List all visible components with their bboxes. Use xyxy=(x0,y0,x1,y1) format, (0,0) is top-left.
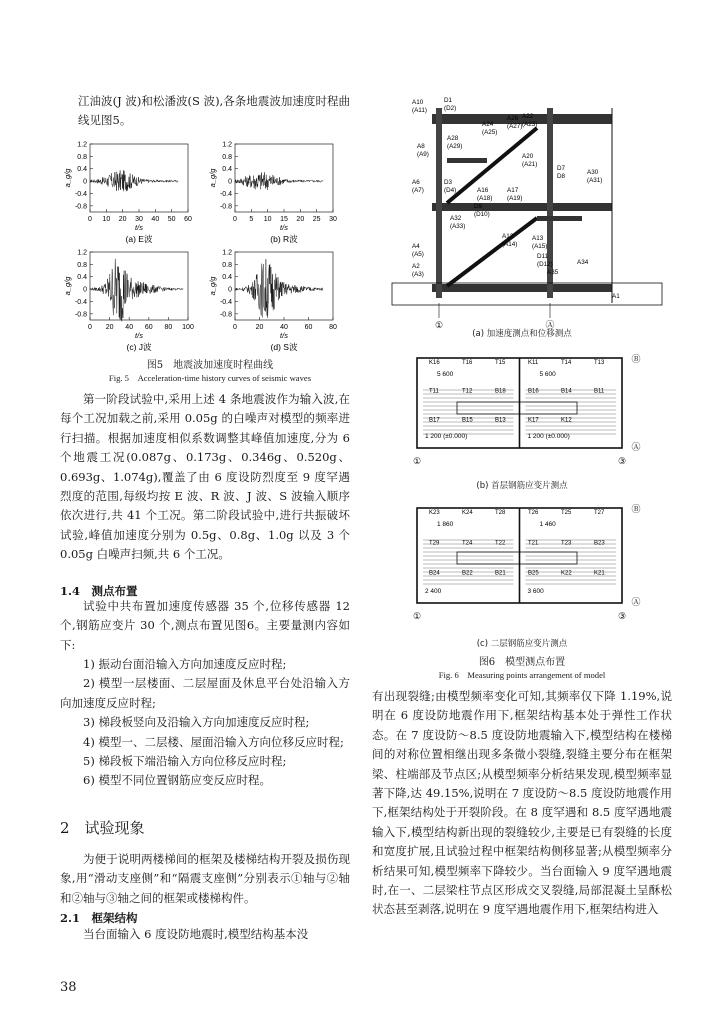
section-1-4-title: 1.4 测点布置 xyxy=(60,584,138,598)
measure-point-label: (A3) xyxy=(412,271,424,278)
strain-gauge-label: B17 xyxy=(429,417,440,424)
y-tick-label: 0.4 xyxy=(222,166,232,174)
x-tick-label: 5 xyxy=(249,216,254,223)
measure-point-label: (D12) xyxy=(537,261,553,268)
measure-point-label: D3 xyxy=(444,179,453,186)
fig6c-plan xyxy=(372,496,672,634)
measure-point-label: A30 xyxy=(587,169,599,176)
x-tick-label: 0 xyxy=(233,324,237,331)
dimension-label: 1 860 xyxy=(437,521,454,528)
fig5-panel xyxy=(208,142,337,233)
list-item: 1) 振动台面沿输入方向加速度反应时程; xyxy=(83,657,287,671)
axis-marker: Ⓐ xyxy=(545,320,555,330)
fig5-panel-label: (a) E波 xyxy=(125,234,153,244)
left-column xyxy=(436,108,442,298)
y-axis-label: a_g/g xyxy=(208,168,217,188)
fig6b-plan xyxy=(372,346,672,476)
page-number: 38 xyxy=(60,980,77,995)
measure-point-label: A22 xyxy=(522,113,534,120)
strain-gauge-label: T15 xyxy=(495,360,506,366)
x-tick-label: 20 xyxy=(296,216,305,223)
dimension-label: 2 400 xyxy=(425,588,442,595)
fig5-panel-label: (b) R波 xyxy=(270,234,298,244)
x-axis-label: t/s xyxy=(135,331,143,340)
fig6b-caption: (b) 首层钢筋应变片测点 xyxy=(476,481,568,491)
measure-point-label: (A33) xyxy=(450,223,466,230)
figure-5 xyxy=(60,134,360,394)
list-item: 3) 梯段板竖向及沿输入方向加速度反应时程; xyxy=(83,715,310,730)
x-tick-label: 10 xyxy=(102,216,111,223)
strain-gauge-label: T24 xyxy=(462,540,473,547)
x-tick-label: 0 xyxy=(88,324,92,331)
strain-gauge-label: K21 xyxy=(594,570,605,577)
measure-point-label: A2 xyxy=(412,263,420,270)
y-tick-label: 1.2 xyxy=(222,249,232,257)
strain-gauge-label: T22 xyxy=(495,540,506,547)
measure-point-label: D1 xyxy=(444,97,453,104)
measure-point-label: A17 xyxy=(507,187,519,194)
measure-point-label: D8 xyxy=(557,173,566,180)
strain-gauge-label: T16 xyxy=(462,360,473,366)
y-tick-label: 1.2 xyxy=(77,141,87,149)
y-axis-label: a_g/g xyxy=(63,168,72,188)
plot-frame xyxy=(90,144,188,212)
measure-point-label: A12 xyxy=(502,233,514,240)
dimension-label: 1 200 (±0.000) xyxy=(527,433,570,440)
acceleration-trace xyxy=(235,259,323,318)
figure-6 xyxy=(372,88,672,688)
x-tick-label: 0 xyxy=(233,216,237,223)
measure-point-label: (A14) xyxy=(502,241,518,248)
floor-slab xyxy=(432,203,612,211)
y-tick-label: 0.8 xyxy=(222,261,232,269)
x-tick-label: 50 xyxy=(167,216,176,223)
axis-marker: ① xyxy=(434,320,444,330)
x-tick-label: 40 xyxy=(125,324,134,331)
strain-gauge-label: T12 xyxy=(462,388,473,395)
section-2-text: 为便于说明两楼梯间的框架及楼梯结构开裂及损伤现象,用“滑动支座侧”和“隔震支座侧”分别表示①轴与②轴和②轴与③轴之间的框架或楼梯构件。 xyxy=(60,852,350,905)
measure-point-label: A1 xyxy=(612,293,620,300)
strain-gauge-label: K22 xyxy=(561,570,572,577)
axis-marker: Ⓐ xyxy=(631,442,641,452)
measure-point-label: A6 xyxy=(412,179,420,186)
measure-point-label: (A15) xyxy=(532,243,548,250)
list-item: 5) 梯段板下端沿输入方向位移反应时程; xyxy=(83,754,287,769)
right-paragraph: 有出现裂缝;由模型频率变化可知,其频率仅下降 1.19%,说明在 6 度设防地震作用下,框架结构基本处于弹性工作状态。在 7 度设防～8.5 度设防地震输入下,模型结构在楼梯间的对称位置相继出现多条微小裂缝,裂缝主要分布在框架梁、柱端部及节点区;从模型频率分析结果发现,模型频率显著下降,达 49.15%,说明在 7 度设防～8.5 度设防地震作用下,框架结构处于开裂阶段。在 8 度罕遇和 8.5 度罕遇地震输入下,模型结构新出现的裂缝较少,主要是已有裂缝的长度和宽度扩展,且试验过程中框架结构侧移显著;从模型频率分析结果可知,模型频率下降较少。当台面输入 9 度罕遇地震时,在一、二层梁柱节点区形成交叉裂缝,局部混凝土呈酥松状态甚至剥落,说明在 9 度罕遇地震作用下,框架结构进入 xyxy=(372,689,672,917)
strain-gauge-label: K24 xyxy=(462,510,473,516)
measure-point-label: A35 xyxy=(547,269,559,276)
strain-gauge-label: T29 xyxy=(429,540,440,547)
dimension-label: 1 200 (±0.000) xyxy=(425,433,468,440)
y-tick-label: 1.2 xyxy=(77,249,87,257)
strain-gauge-label: B22 xyxy=(462,570,473,577)
y-tick-label: -0.8 xyxy=(219,203,232,211)
y-tick-label: -0.4 xyxy=(74,190,87,198)
axis-marker: Ⓑ xyxy=(631,504,641,514)
strain-gauge-label: B21 xyxy=(495,570,506,577)
x-tick-label: 20 xyxy=(255,324,264,331)
measure-point-label: A24 xyxy=(482,121,494,128)
y-tick-label: 0.8 xyxy=(77,153,87,161)
measure-point-label: (A11) xyxy=(412,107,427,114)
y-tick-label: 0 xyxy=(83,178,87,186)
measure-point-label: (A18) xyxy=(477,195,493,202)
x-tick-label: 60 xyxy=(304,324,313,331)
measure-point-label: A10 xyxy=(412,99,424,106)
y-tick-label: 0 xyxy=(83,286,87,294)
acceleration-trace xyxy=(90,259,183,322)
fig6-caption-cn: 图6 模型测点布置 xyxy=(478,657,566,668)
measure-point-label: (A19) xyxy=(507,195,523,202)
x-tick-label: 0 xyxy=(88,216,92,223)
x-tick-label: 100 xyxy=(182,324,194,331)
y-tick-label: 0.4 xyxy=(77,166,87,174)
dimension-label: 5 600 xyxy=(437,371,454,378)
measure-point-label: (A7) xyxy=(412,187,424,194)
strain-gauge-label: K23 xyxy=(429,510,440,516)
x-tick-label: 80 xyxy=(329,324,337,331)
measure-point-label: (A31) xyxy=(587,177,603,184)
fig5-caption-cn: 图5 地震波加速度时程曲线 xyxy=(146,360,274,371)
acceleration-trace xyxy=(235,172,323,190)
dimension-label: 1 460 xyxy=(539,521,556,528)
measure-point-label: (D10) xyxy=(474,211,490,218)
x-tick-label: 30 xyxy=(329,216,337,223)
y-tick-label: 0 xyxy=(228,178,232,186)
strain-gauge-label: K16 xyxy=(429,360,440,366)
strain-gauge-label: T28 xyxy=(495,510,506,516)
x-tick-label: 40 xyxy=(280,324,288,331)
measure-point-label: (A9) xyxy=(417,151,429,158)
measure-point-label: A8 xyxy=(417,143,425,150)
measure-point-label: A13 xyxy=(532,235,544,242)
measure-point-label: A32 xyxy=(450,215,462,222)
x-tick-label: 20 xyxy=(105,324,114,331)
fig6a-elevation xyxy=(372,88,672,338)
x-tick-label: 30 xyxy=(135,216,143,223)
y-tick-label: 0.4 xyxy=(222,274,232,282)
measure-point-label: A20 xyxy=(522,153,534,160)
measure-point-label: (A25) xyxy=(482,129,498,136)
intro-text: 江油波(J 波)和松潘波(S 波),各条地震波加速度时程曲线见图5。 xyxy=(78,94,350,128)
measure-point-label: A16 xyxy=(477,187,489,194)
strain-gauge-label: B13 xyxy=(495,417,506,424)
strain-gauge-label: T23 xyxy=(561,540,572,547)
strain-gauge-label: K17 xyxy=(528,417,539,424)
strain-gauge-label: T26 xyxy=(528,510,539,516)
measure-point-label: A4 xyxy=(412,243,420,250)
y-tick-label: -0.8 xyxy=(219,311,232,319)
strain-gauge-label: K11 xyxy=(528,360,539,366)
measure-point-label: (D4) xyxy=(444,187,457,194)
x-tick-label: 80 xyxy=(164,324,173,331)
strain-gauge-label: B18 xyxy=(495,388,506,395)
y-axis-label: a_g/g xyxy=(63,276,72,296)
dimension-label: 5 600 xyxy=(539,371,556,378)
fig5-panel xyxy=(63,250,194,341)
y-tick-label: -0.4 xyxy=(219,190,232,198)
section-2-title: 2 试验现象 xyxy=(60,819,145,837)
x-tick-label: 60 xyxy=(184,216,192,223)
measure-point-label: A34 xyxy=(577,259,589,266)
fig6a-caption: (a) 加速度测点和位移测点 xyxy=(472,329,572,339)
measure-point-label: D7 xyxy=(557,165,566,172)
strain-gauge-label: K12 xyxy=(561,417,572,424)
ground-beam xyxy=(432,284,612,292)
measure-point-label: A26 xyxy=(507,115,519,122)
strain-gauge-label: T25 xyxy=(561,510,572,516)
fig5-panel xyxy=(63,142,192,233)
axis-marker: ① xyxy=(412,611,422,621)
y-tick-label: 0.8 xyxy=(77,261,87,269)
x-tick-label: 25 xyxy=(312,216,321,223)
fig6-caption-en: Fig. 6 Measuring points arrangement of model xyxy=(438,670,606,680)
strain-gauge-label: B25 xyxy=(528,570,539,577)
axis-marker: ③ xyxy=(617,456,627,466)
section-2-1-title: 2.1 框架结构 xyxy=(60,911,138,925)
list-item: 4) 模型一、二层楼、屋面沿输入方向位移反应时程; xyxy=(83,734,344,749)
y-axis-label: a_g/g xyxy=(208,276,217,296)
acceleration-trace xyxy=(90,170,178,191)
fig5-panel-label: (d) S波 xyxy=(270,342,298,352)
strain-gauge-label: T14 xyxy=(561,360,572,366)
section-1-4-text: 试验中共布置加速度传感器 35 个,位移传感器 12 个,钢筋应变片 30 个,测点布置见图6。主要量测内容如下: xyxy=(60,599,350,652)
x-axis-label: t/s xyxy=(280,223,288,232)
axis-marker: ① xyxy=(412,456,422,466)
axis-marker: Ⓑ xyxy=(631,354,641,364)
landing xyxy=(447,158,487,163)
measure-point-label: (D2) xyxy=(444,105,457,112)
y-tick-label: -0.4 xyxy=(219,298,232,306)
y-tick-label: 0.8 xyxy=(222,153,232,161)
section-2-1-text: 当台面输入 6 度设防地震时,模型结构基本没 xyxy=(83,927,309,941)
measure-point-label: (A27) xyxy=(507,123,523,130)
beam-band xyxy=(457,552,577,564)
y-tick-label: -0.8 xyxy=(74,203,87,211)
x-tick-label: 40 xyxy=(151,216,160,223)
measure-point-label: D9 xyxy=(474,203,483,210)
list-item: 2) 模型一层楼面、二层屋面及休息平台处沿输入方向加速度反应时程; xyxy=(60,676,350,710)
strain-gauge-label: B16 xyxy=(528,388,539,395)
fig5-charts xyxy=(60,134,360,354)
strain-gauge-label: B24 xyxy=(429,570,440,577)
fig5-panel-label: (c) J波 xyxy=(126,342,152,352)
landing xyxy=(537,216,582,221)
strain-gauge-label: B14 xyxy=(561,388,572,395)
strain-gauge-label: T13 xyxy=(594,360,605,366)
measure-point-label: A28 xyxy=(447,135,459,142)
measure-point-label: (A5) xyxy=(412,251,424,258)
strain-gauge-label: T11 xyxy=(429,388,439,395)
fig6c-caption: (c) 二层钢筋应变片测点 xyxy=(476,639,568,649)
x-tick-label: 15 xyxy=(280,216,288,223)
x-axis-label: t/s xyxy=(280,331,288,340)
list-item: 6) 模型不同位置钢筋应变反应时程。 xyxy=(83,773,271,788)
axis-marker: ③ xyxy=(617,611,627,621)
measure-point-label: (A21) xyxy=(522,161,538,168)
strain-gauge-label: B11 xyxy=(594,388,605,395)
fig5-caption-en: Fig. 5 Acceleration-time history curves of seismic waves xyxy=(108,373,312,383)
dimension-label: 3 600 xyxy=(527,588,544,595)
y-tick-label: -0.4 xyxy=(74,298,87,306)
measure-list xyxy=(60,655,350,791)
strain-gauge-label: B15 xyxy=(462,417,473,424)
strain-gauge-label: T21 xyxy=(528,540,539,547)
y-tick-label: 1.2 xyxy=(222,141,232,149)
measure-point-label: D11 xyxy=(537,253,549,260)
fig5-panel xyxy=(208,250,337,341)
beam-band xyxy=(457,402,577,414)
measure-point-label: (A23) xyxy=(522,121,538,128)
y-tick-label: 0 xyxy=(228,286,232,294)
measure-point-label: (A29) xyxy=(447,143,463,150)
x-axis-label: t/s xyxy=(135,223,143,232)
x-tick-label: 60 xyxy=(144,324,153,331)
strain-gauge-label: B23 xyxy=(594,540,605,547)
y-tick-label: -0.8 xyxy=(74,311,87,319)
para-stage1: 第一阶段试验中,采用上述 4 条地震波作为输入波,在每个工况加载之前,采用 0.05g 的白噪声对模型的频率进行扫描。根据加速度相似系数调整其峰值加速度,分为 6 个地震工况(0.087g、0.173g、0.346g、0.520g、0.693g、1.074g),覆盖了由 6 度设防烈度至 9 度罕遇烈度的范围,每级均按 E 波、R 波、J 波、S 波输入顺序依次进行,共 41 个工况。第二阶段试验中,进行共振破坏试验,峰值加速度分别为 0.5g、0.8g、1.0g 以及 3 个 0.05g 白噪声扫频,共 6 个工况。 xyxy=(60,392,350,562)
y-tick-label: 0.4 xyxy=(77,274,87,282)
x-tick-label: 10 xyxy=(263,216,272,223)
axis-marker: Ⓐ xyxy=(631,597,641,607)
strain-gauge-label: T27 xyxy=(594,510,605,516)
x-tick-label: 20 xyxy=(118,216,127,223)
